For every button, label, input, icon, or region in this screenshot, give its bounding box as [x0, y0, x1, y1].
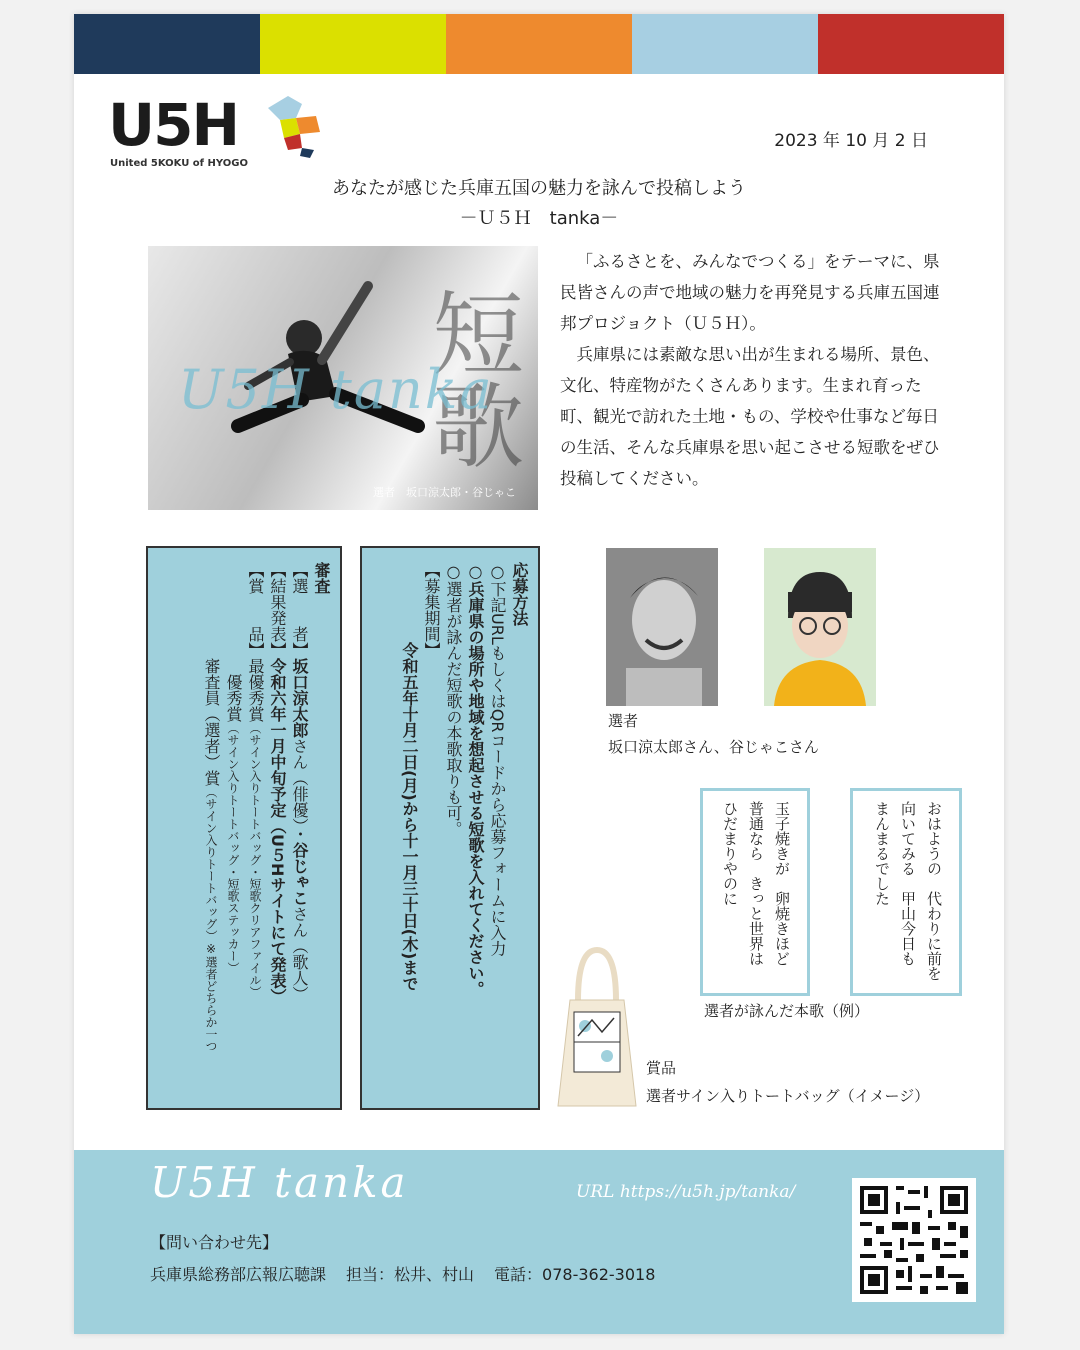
prize-top: 最優秀賞	[246, 658, 265, 722]
judging-results	[266, 562, 288, 1094]
contact-department: 兵庫県総務部広報広聴課	[150, 1265, 327, 1284]
color-bar-red	[818, 14, 1004, 74]
results-date: 令和六年一月中旬予定（U５Hサイトにて発表）	[268, 658, 287, 1005]
application-line-2: ○兵庫県の場所や地域を想起させる短歌を入れてください。	[466, 562, 485, 997]
poem-2-line-3: ひだまりやのに	[721, 801, 739, 906]
hyogo-map-icon	[258, 90, 328, 160]
contact-phone[interactable]: 電話：078-362-3018	[494, 1265, 656, 1284]
prize-caption-desc: 選者サイン入りトートバッグ（イメージ）	[646, 1087, 930, 1105]
prize-caption-label: 賞品	[646, 1059, 677, 1077]
judging-selectors	[288, 562, 310, 1094]
color-bar-strip	[74, 14, 1004, 74]
flyer-sheet	[74, 14, 1004, 1334]
qr-code-icon	[852, 1178, 976, 1302]
hero-caption: 選者 坂口涼太郎・谷じゃこ	[373, 486, 516, 499]
selectors-label: 【選 者】	[290, 562, 309, 658]
portrait-woman-icon	[764, 548, 876, 706]
portrait-man-icon	[606, 548, 718, 706]
application-period-line	[420, 562, 442, 1094]
poem-1-line-1: おはようの 代わりに前を	[925, 801, 943, 981]
headline-line1: あなたが感じた兵庫五国の魅力を詠んで投稿しよう	[332, 178, 746, 199]
prize-excellent: 優秀賞	[224, 674, 243, 722]
application-box	[360, 546, 540, 1110]
selectors-caption	[608, 708, 819, 760]
poem-1-line-2: 向いてみる 甲山今日も	[899, 801, 917, 966]
results-label: 【結果発表】	[268, 562, 287, 658]
hero-photo	[148, 246, 538, 510]
issue-date: 2023 年 10 月 2 日	[774, 131, 928, 151]
footer-url[interactable]: URL https://u5h.jp/tanka/	[576, 1182, 796, 1202]
selector-role-1: さん（俳優）・	[290, 738, 309, 842]
period-label: 【募集期間】	[422, 562, 441, 658]
prize-judge-line	[200, 562, 222, 1094]
selector-photo-tani	[764, 548, 876, 706]
color-bar-yellow	[260, 14, 446, 74]
logo-subtitle: United 5KOKU of HYOGO	[110, 158, 248, 169]
poems-caption: 選者が詠んだ本歌（例）	[704, 1002, 870, 1020]
judging-title: 審査	[312, 562, 331, 594]
tote-bag-icon	[552, 940, 642, 1110]
qr-code[interactable]	[852, 1178, 976, 1302]
poem-1-line-3: まんまるでした	[873, 801, 891, 906]
intro-paragraph-2: 兵庫県には素敵な思い出が生まれる場所、景色、文化、特産物がたくさんあります。生まれ育った町、観光で訪れた土地・もの、学校や仕事など毎日の生活、そんな兵庫県を思い起こさせる短歌をぜひ投稿してください。	[560, 345, 940, 488]
color-bar-lightblue	[632, 14, 818, 74]
prize-top-note: （サイン入りトートバッグ・短歌クリアファイル）	[248, 722, 262, 998]
headline	[74, 174, 1004, 234]
application-period: 令和五年十月二日(月)から十一月三十日(木)まで	[400, 642, 419, 992]
selectors-caption-names: 坂口涼太郎さん、谷じゃこさん	[608, 738, 819, 756]
color-bar-orange	[446, 14, 632, 74]
application-title: 応募方法	[510, 562, 529, 626]
logo-mark: U5H	[108, 91, 238, 159]
footer-panel	[74, 1150, 1004, 1334]
poem-card-2	[700, 788, 810, 996]
hero-script: U5H tanka	[178, 358, 494, 421]
application-line-3: ○選者が詠んだ短歌の本歌取りも可。	[444, 562, 463, 837]
application-line-1: ○下記URLもしくはQRコードから応募フォームに入力	[488, 562, 507, 957]
footer-brand: U5H tanka	[150, 1158, 409, 1207]
prize-caption	[646, 1054, 929, 1110]
intro-text	[560, 246, 950, 494]
selector-photo-sakaguchi	[606, 548, 718, 706]
prize-judge: 審査員（選者）賞	[202, 658, 221, 786]
contact-person: 担当：松井、村山	[346, 1265, 475, 1284]
hero-kanji: 短歌	[417, 286, 524, 470]
selector-role-2: さん（歌人）	[290, 906, 309, 1002]
intro-paragraph-1: 「ふるさとを、みんなでつくる」をテーマに、県民皆さんの声で地域の魅力を再発見する兵庫五国連邦プロジョクト（Ｕ５Ｈ）。	[560, 252, 940, 333]
headline-line2: －Ｕ５Ｈ tanka－	[459, 208, 619, 229]
contact-title: 【問い合わせ先】	[150, 1233, 279, 1252]
judging-prizes	[244, 562, 266, 1094]
poem-2-line-1: 玉子焼きが 卵焼きほど	[773, 801, 791, 966]
judging-box	[146, 546, 342, 1110]
selector-name-2: 谷じゃこ	[290, 842, 309, 906]
u5h-logo	[108, 90, 308, 180]
prize-excellent-note: （サイン入りトートバッグ・短歌ステッカー）	[226, 722, 240, 974]
prize-judge-note: （サイン入りトートバッグ）※選者どちらか一つ	[204, 786, 218, 1052]
color-bar-navy	[74, 14, 260, 74]
prize-excellent-line	[222, 562, 244, 1094]
prizes-label: 【賞 品】	[246, 562, 265, 658]
contact-info	[150, 1262, 675, 1285]
poem-2-line-2: 普通なら きっと世界は	[747, 801, 765, 966]
selector-name-1: 坂口涼太郎	[290, 658, 309, 738]
selectors-caption-label: 選者	[608, 712, 639, 730]
poem-card-1	[850, 788, 962, 996]
